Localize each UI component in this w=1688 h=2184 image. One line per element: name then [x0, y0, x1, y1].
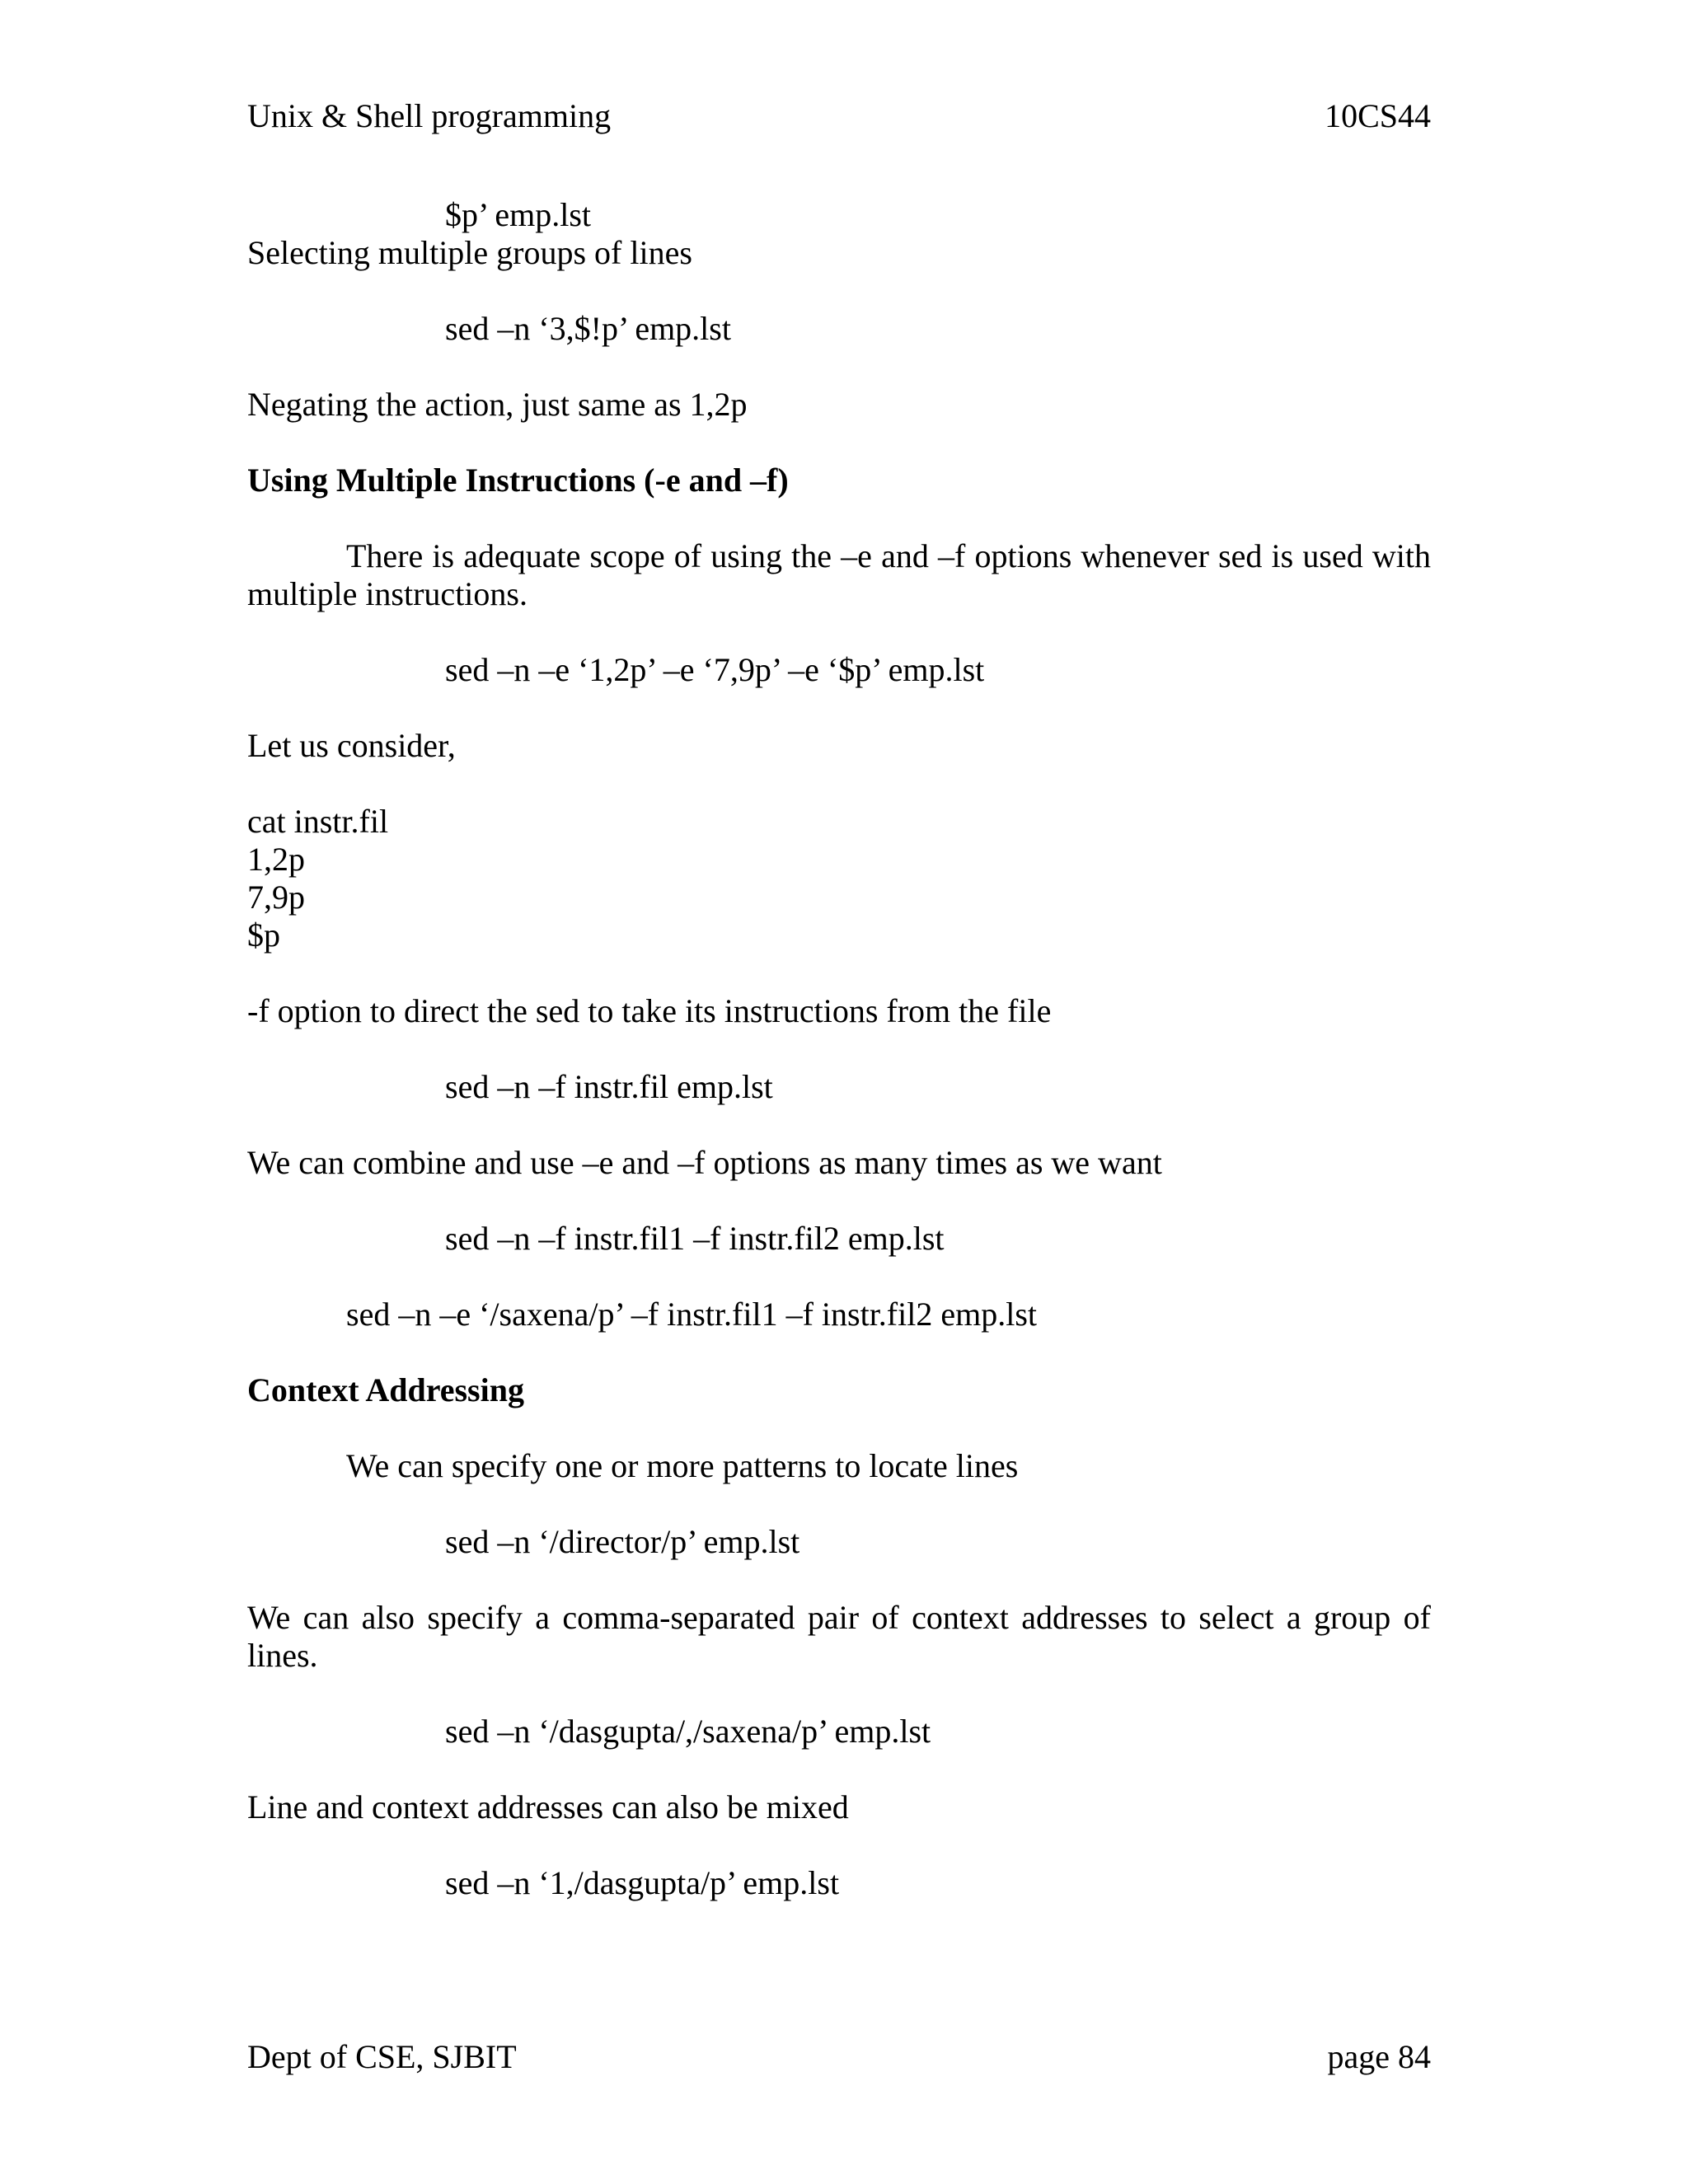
text-line: Line and context addresses can also be mixed: [247, 1788, 849, 1825]
text-line: Negating the action, just same as 1,2p: [247, 386, 748, 423]
code-line: $p: [247, 916, 280, 954]
code-line: sed –n –f instr.fil1 –f instr.fil2 emp.lst: [445, 1220, 945, 1257]
text-line: Let us consider,: [247, 727, 456, 764]
text-line: We can specify one or more patterns to locate lines: [346, 1447, 1019, 1484]
code-line: sed –n –e ‘1,2p’ –e ‘7,9p’ –e ‘$p’ emp.lst: [445, 651, 985, 688]
code-line: cat instr.fil: [247, 803, 389, 840]
paragraph: [247, 537, 1431, 613]
section-heading-context-addressing: Context Addressing: [247, 1371, 524, 1408]
paragraph: We can also specify a comma-separated pair of context addresses to select a group of lines.: [247, 1599, 1431, 1674]
code-line: $p’ emp.lst: [445, 196, 592, 233]
text-line: -f option to direct the sed to take its instructions from the file: [247, 992, 1052, 1029]
code-line: 7,9p: [247, 879, 305, 916]
footer-page-number: page 84: [1327, 2038, 1431, 2075]
code-line: sed –n –e ‘/saxena/p’ –f instr.fil1 –f instr.fil2 emp.lst: [346, 1296, 1038, 1333]
code-line: sed –n –f instr.fil emp.lst: [445, 1068, 773, 1105]
paragraph-text: There is adequate scope of using the –e and –f options whenever sed is used with multiple instructions.: [247, 537, 1431, 612]
code-line: 1,2p: [247, 841, 305, 878]
text-line: Selecting multiple groups of lines: [247, 234, 692, 271]
footer-department: Dept of CSE, SJBIT: [247, 2038, 517, 2075]
code-line: sed –n ‘/dasgupta/,/saxena/p’ emp.lst: [445, 1713, 931, 1750]
header-course-code: 10CS44: [1325, 97, 1431, 134]
text-line: We can combine and use –e and –f options as many times as we want: [247, 1144, 1162, 1181]
code-line: sed –n ‘3,$!p’ emp.lst: [445, 310, 731, 347]
code-line: sed –n ‘1,/dasgupta/p’ emp.lst: [445, 1864, 840, 1901]
code-line: sed –n ‘/director/p’ emp.lst: [445, 1523, 800, 1560]
section-heading-multiple-instructions: Using Multiple Instructions (-e and –f): [247, 462, 789, 499]
header-title: Unix & Shell programming: [247, 97, 612, 134]
